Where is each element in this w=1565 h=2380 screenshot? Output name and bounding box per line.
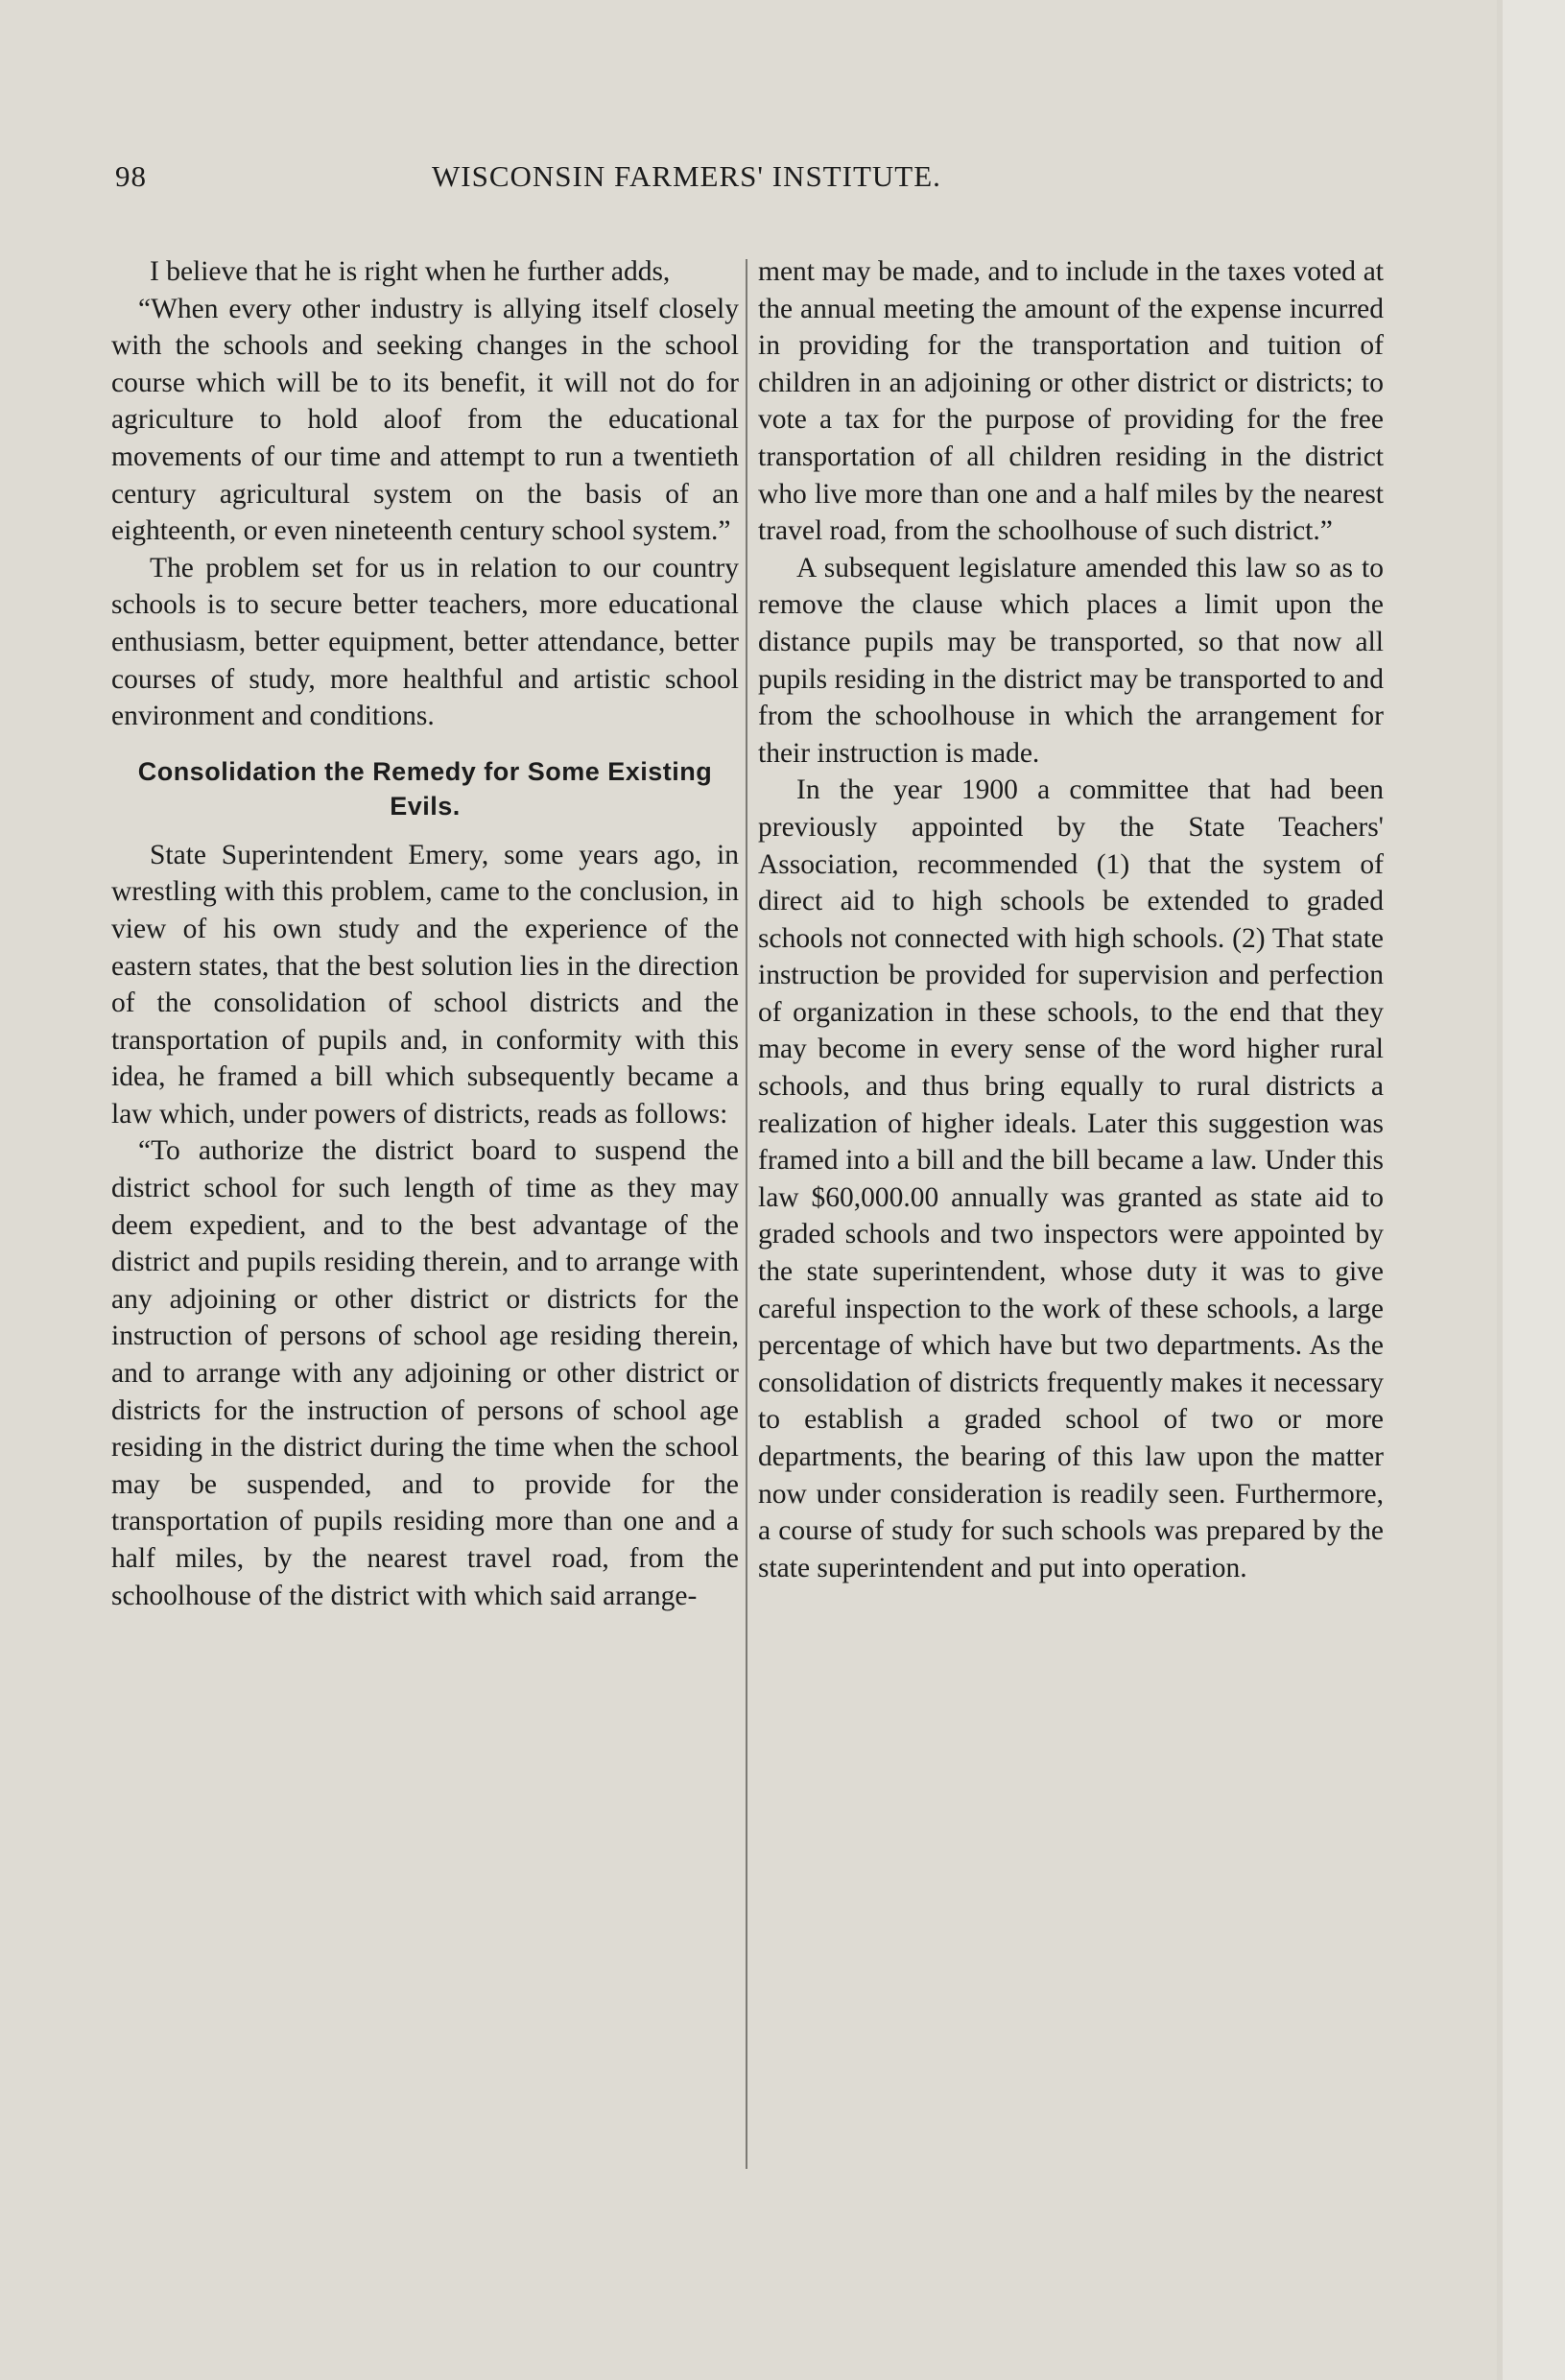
quoted-paragraph: “When every other industry is allying itself closely with the schools and seeking changes in the school course which will be to its benefit, it will not do for agriculture to hold aloof from the educational movements of our time and attempt to run a twentieth century agricultural system on the basis of an eighteenth, or even nineteenth century school system.” (111, 293, 739, 547)
paragraph: In the year 1900 a committee that had been previously appointed by the State Teachers' Association, recommended (1) that the system of direct aid to high schools be extended to graded schools not connected with high schools. (2) That state instruction be provided for supervision and perfection of organization in these schools, to the end that they may become in every sense of the word higher rural schools, and thus bring equally to rural districts a realization of higher ideals. Later this suggestion was framed into a bill and the bill became a law. Under this law $60,000.00 annually was granted as state aid to graded schools and two inspectors were appointed by the state superintendent, whose duty it was to give careful inspection to the work of these schools, a large percentage of which have but two departments. As the consolidation of districts frequently makes it necessary to establish a graded school of two or more departments, the bearing of this law upon the matter now under consideration is readily seen. Furthermore, a course of study for such schools was prepared by the state superintendent and put into operation. (758, 774, 1384, 1583)
scan-margin (1503, 0, 1565, 2380)
header-title: WISCONSIN FARMERS' INSTITUTE. (432, 159, 941, 193)
paragraph: ment may be made, and to include in the taxes voted at the annual meeting the amount of the expense incurred in providing for the transportation and tuition of children in an adjoining or other district or districts; to vote a tax for the purpose of providing for the free transportation of all children residing in the district who live more than one and a half miles by the nearest travel road, from the schoolhouse of such district.” (758, 256, 1384, 547)
paragraph: A subsequent legislature amended this law so as to remove the clause which places a limit upon the distance pupils may be transported, so that now all pupils residing in the district may be transported to and from the schoolhouse in which the arrangement for their instruction is made. (758, 552, 1384, 769)
section-heading: Consolidation the Remedy for Some Existing Evils. (137, 756, 713, 821)
paragraph: State Superintendent Emery, some years ago, in wrestling with this problem, came to the conclusion, in view of his own study and the experience of the eastern states, that the best solution lies in the direction of the consolidation of school districts and the transportation of pupils and, in conformity with this idea, he framed a bill which subsequently became a law which, under powers of districts, reads as follows: (111, 839, 739, 1130)
page-number: 98 (115, 159, 147, 193)
paragraph: I believe that he is right when he further adds, (150, 256, 671, 287)
right-column (758, 253, 1384, 2163)
paragraph: The problem set for us in relation to our country schools is to secure better teachers, more educational enthusiasm, better equipment, better attendance, better courses of study, more healthful and artistic school environment and conditions. (111, 552, 739, 732)
left-column (111, 253, 739, 2163)
column-divider (746, 259, 747, 2169)
running-header (115, 159, 1084, 207)
quoted-law-text: “To authorize the district board to suspend the district school for such length of time as they may deem expedient, and to the best advantage of the district and pupils residing therein, and to arrange with any adjoining or other district or districts for the instruction of persons of school age residing therein, and to arrange with any adjoining or other district or districts for the instruction of persons of school age residing in the district during the time when the school may be suspended, and to provide for the transportation of pupils residing more than one and a half miles, by the nearest travel road, from the schoolhouse of the district with which said arrange- (111, 1135, 739, 1611)
